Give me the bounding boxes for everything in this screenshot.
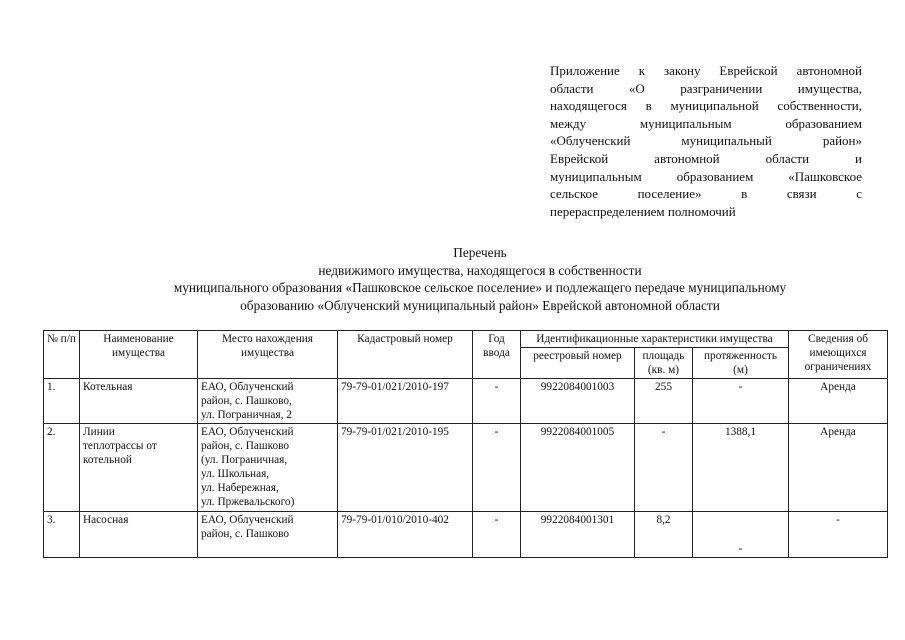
appendix-line: сельское поселение» в связи с xyxy=(550,186,862,202)
cell-restrictions: - xyxy=(789,512,888,558)
cell-name xyxy=(80,424,198,512)
cell-restrictions: Аренда xyxy=(789,379,888,424)
heading-title: Перечень xyxy=(453,245,507,260)
cell-registry: 9922084001005 xyxy=(521,424,635,512)
cell-name-line: Линии xyxy=(83,426,115,438)
cell-num: 1. xyxy=(44,379,80,424)
cell-name xyxy=(80,379,198,424)
heading-line: муниципального образования «Пашковское сельское поселение» и подлежащего передаче муниципальному xyxy=(173,280,787,295)
cell-location-line: ЕАО, Облученский xyxy=(201,426,294,438)
header-name: Наименование имущества xyxy=(80,331,198,379)
appendix-line: находящегося в муниципальной собственности, xyxy=(550,98,862,114)
cell-location xyxy=(198,424,338,512)
cell-cadastral: 79-79-01/021/2010-197 xyxy=(338,379,473,424)
cell-location-line: ул. Пржевальского) xyxy=(201,496,295,508)
cell-area: 255 xyxy=(635,379,693,424)
cell-num: 2. xyxy=(44,424,80,512)
cell-location-line: район, с. Пашково xyxy=(201,528,290,540)
cell-area: 8,2 xyxy=(635,512,693,558)
cell-num: 3. xyxy=(44,512,80,558)
document-heading xyxy=(60,244,900,314)
cell-location-line: район, с. Пашково, xyxy=(201,395,292,407)
header-year: Год ввода xyxy=(473,331,521,379)
header-length: протяженность (м) xyxy=(693,348,789,379)
cell-location-line: район, с. Пашково xyxy=(201,440,290,452)
cell-location xyxy=(198,512,338,558)
header-restrictions: Сведения об имеющихся ограничениях xyxy=(789,331,888,379)
header-area: площадь (кв. м) xyxy=(635,348,693,379)
cell-name xyxy=(80,512,198,558)
table-row xyxy=(44,512,888,558)
appendix-line: муниципальным образованием «Пашковское xyxy=(550,168,862,184)
table-row xyxy=(44,379,888,424)
heading-line: образованию «Облученский муниципальный район» Еврейской автономной области xyxy=(240,297,720,313)
header-registry: реестровый номер xyxy=(521,348,635,379)
appendix-line: Еврейской автономной области и xyxy=(550,150,862,166)
cell-location-line: ЕАО, Облученский xyxy=(201,381,294,393)
table-header-row xyxy=(44,331,888,348)
property-table xyxy=(43,330,888,558)
header-num: № п/п xyxy=(44,331,80,379)
header-ident: Идентификационные характеристики имущества xyxy=(521,331,789,348)
cell-registry: 9922084001301 xyxy=(521,512,635,558)
cell-name-line: Котельная xyxy=(83,381,133,393)
cell-restrictions: Аренда xyxy=(789,424,888,512)
cell-year: - xyxy=(473,379,521,424)
cell-location-line: (ул. Пограничная, xyxy=(201,454,288,466)
table-row xyxy=(44,424,888,512)
cell-year: - xyxy=(473,512,521,558)
cell-location xyxy=(198,379,338,424)
cell-length: 1388,1 xyxy=(693,424,789,512)
cell-name-line: котельной xyxy=(83,454,132,466)
cell-location-line: ул. Набережная, xyxy=(201,482,279,494)
cell-location-line: ул. Школьная, xyxy=(201,468,270,480)
appendix-note xyxy=(550,62,862,220)
appendix-line: перераспределением полномочий xyxy=(550,203,736,219)
cell-cadastral: 79-79-01/010/2010-402 xyxy=(338,512,473,558)
cell-year: - xyxy=(473,424,521,512)
cell-location-line: ЕАО, Облученский xyxy=(201,514,294,526)
header-cadastral: Кадастровый номер xyxy=(338,331,473,379)
cell-registry: 9922084001003 xyxy=(521,379,635,424)
cell-location-line: ул. Пограничная, 2 xyxy=(201,409,292,421)
appendix-line: Приложение к закону Еврейской автономной xyxy=(550,63,862,78)
heading-line: недвижимого имущества, находящегося в собственности xyxy=(318,262,642,278)
appendix-line: между муниципальным образованием xyxy=(550,115,862,131)
appendix-line: «Облученский муниципальный район» xyxy=(550,133,862,149)
appendix-line: области «О разграничении имущества, xyxy=(550,80,862,96)
header-location: Место нахождения имущества xyxy=(198,331,338,379)
cell-name-line: Насосная xyxy=(83,514,129,526)
cell-length: - xyxy=(693,379,789,424)
cell-name-line: теплотрассы от xyxy=(83,440,157,452)
cell-area: - xyxy=(635,424,693,512)
cell-length: - xyxy=(693,512,789,558)
cell-cadastral: 79-79-01/021/2010-195 xyxy=(338,424,473,512)
